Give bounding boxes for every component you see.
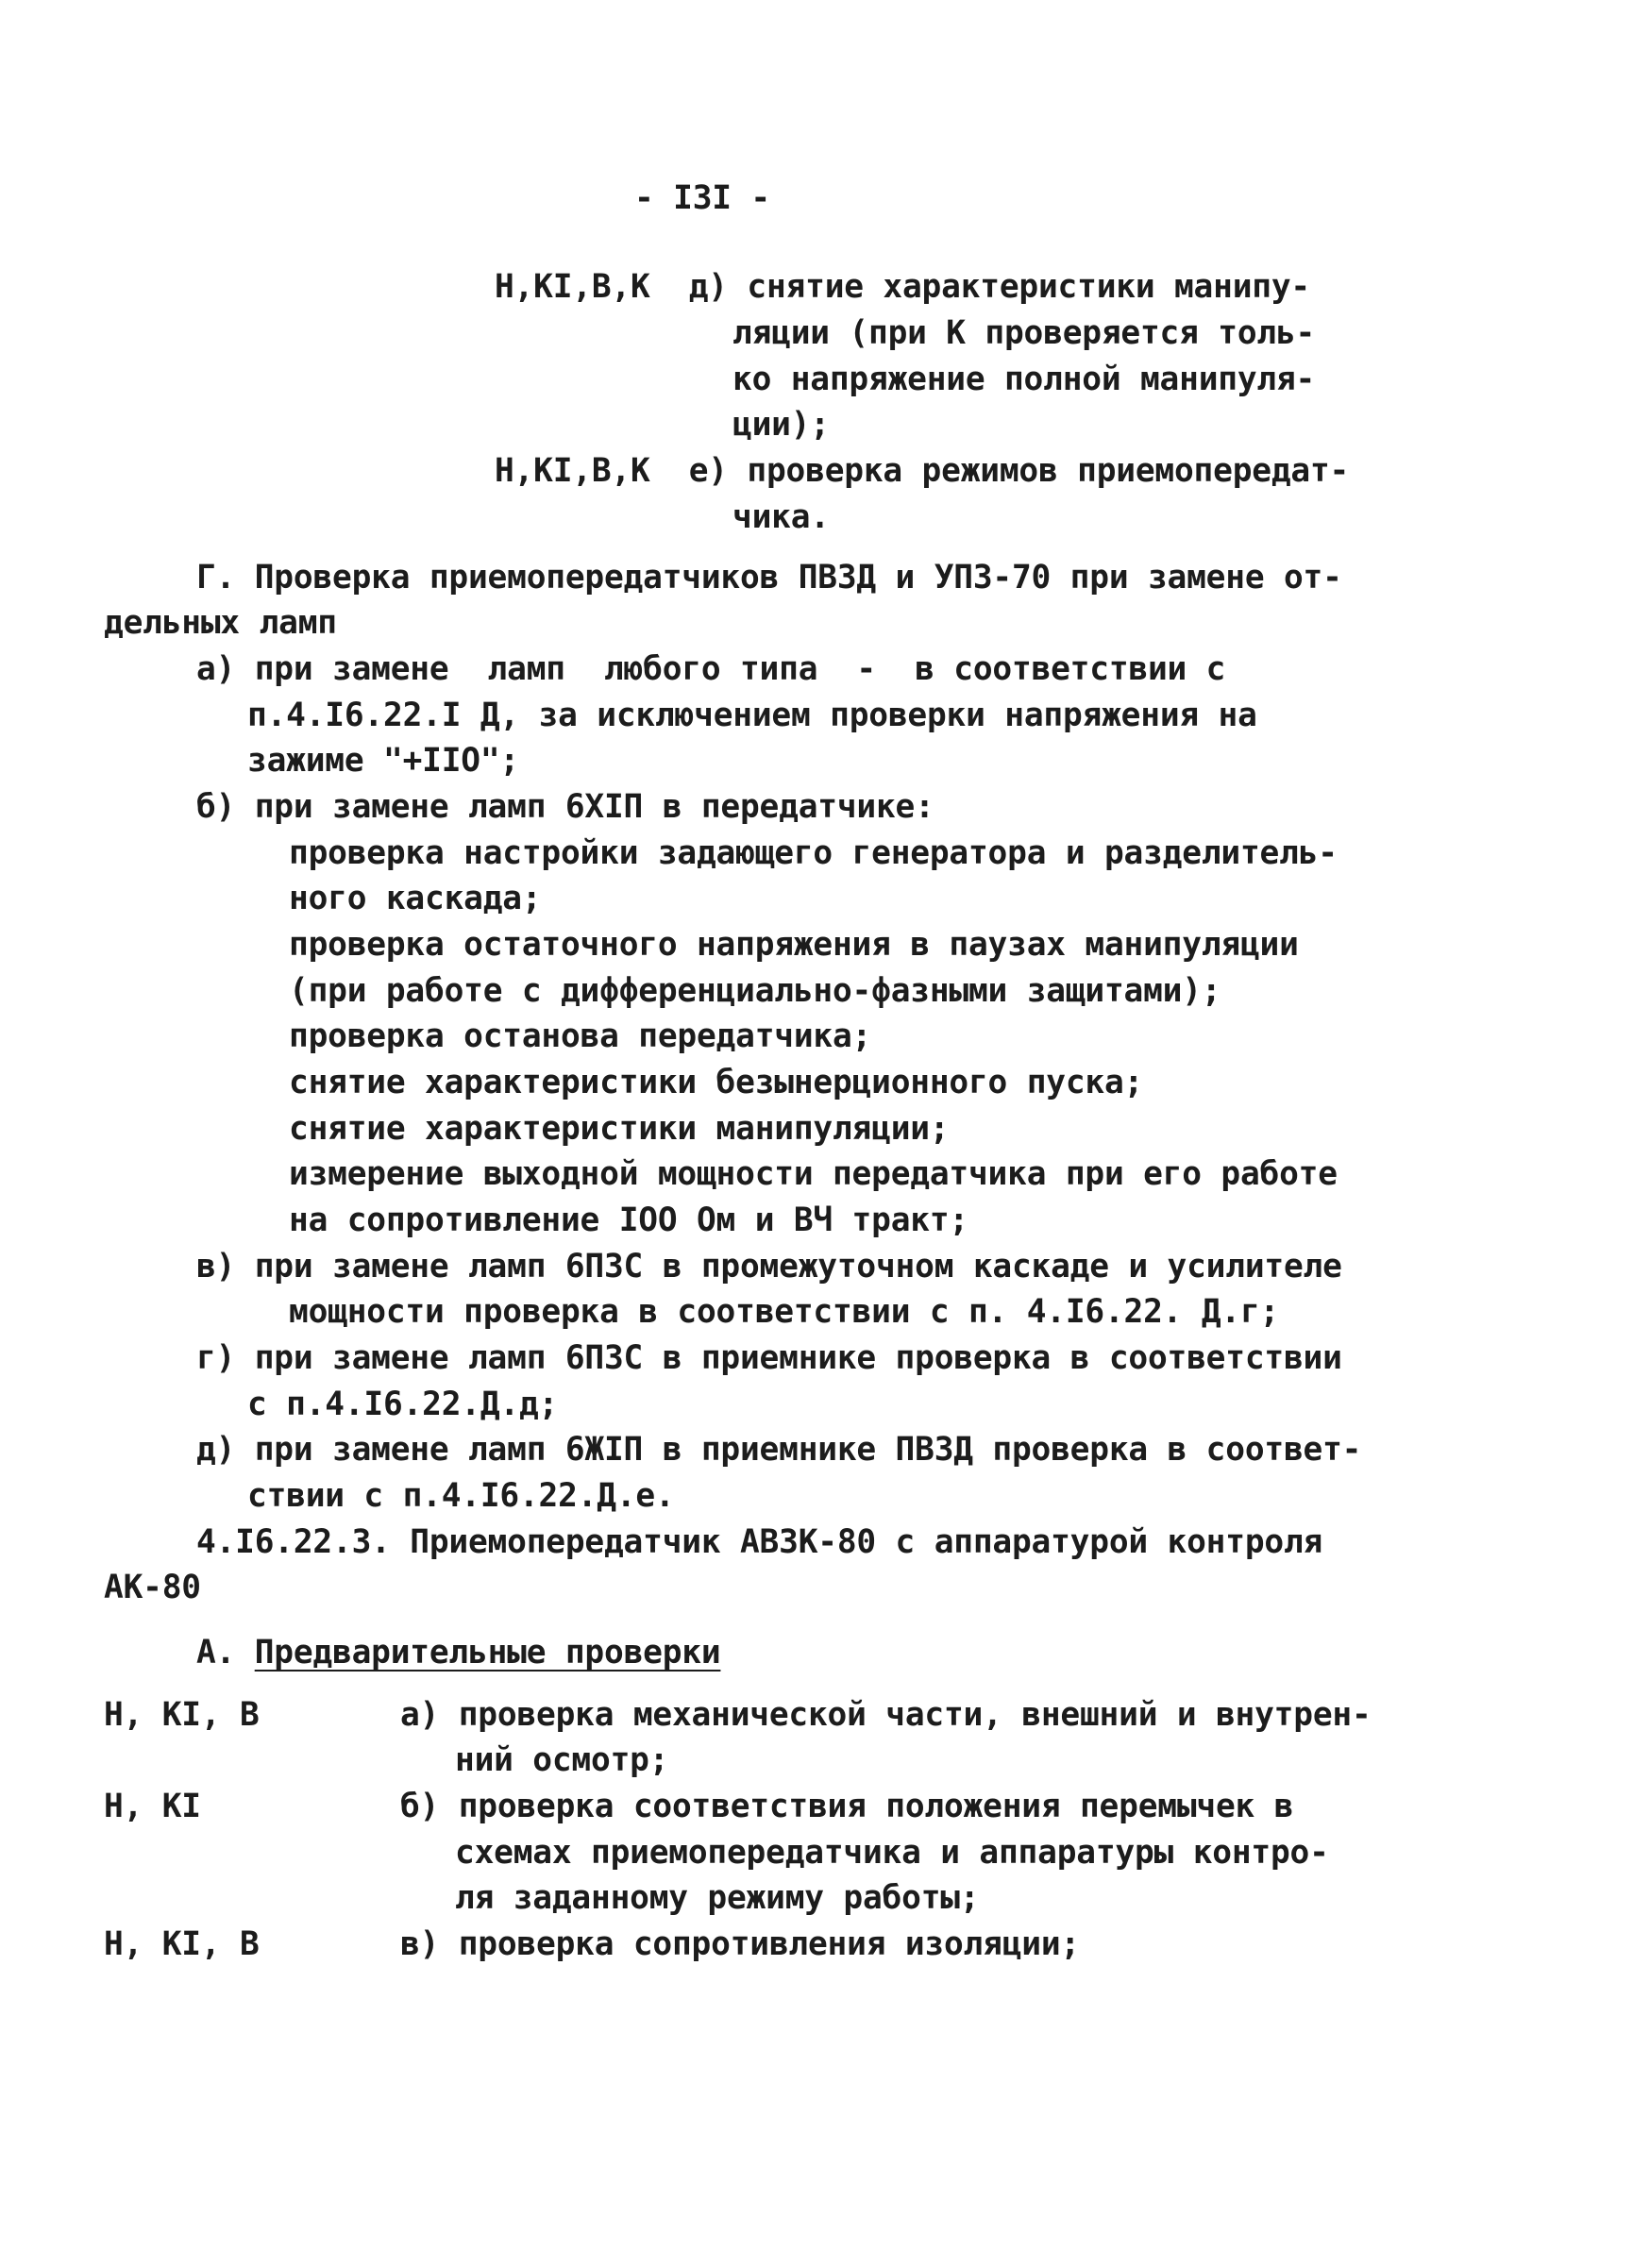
section-heading bbox=[196, 1634, 721, 1672]
text-line: ции); bbox=[732, 406, 830, 444]
text-line: ляции (при К проверяется толь- bbox=[732, 314, 1316, 352]
code-label: Н, КI bbox=[104, 1788, 201, 1825]
text-line: дельных ламп bbox=[104, 604, 337, 642]
text-line: Н,КI,В,К е) проверка режимов приемопередат- bbox=[495, 452, 1350, 490]
text-line: АК-80 bbox=[104, 1569, 201, 1606]
text-line: а) проверка механической части, внешний и внутрен- bbox=[400, 1696, 1372, 1734]
text-line: Н,КI,В,К д) снятие характеристики манипу- bbox=[495, 268, 1310, 306]
section-letter: А. bbox=[196, 1634, 255, 1672]
text-line: проверка останова передатчика; bbox=[289, 1017, 872, 1055]
text-line: ний осмотр; bbox=[455, 1741, 669, 1779]
code-label: Н, КI, В bbox=[104, 1696, 260, 1734]
text-line: на сопротивление IOO Ом и ВЧ тракт; bbox=[289, 1201, 968, 1239]
text-line: снятие характеристики манипуляции; bbox=[289, 1110, 950, 1148]
text-line: б) при замене ламп 6ХIП в передатчике: bbox=[196, 788, 934, 826]
text-line: п.4.I6.22.I Д, за исключением проверки напряжения на bbox=[247, 697, 1257, 734]
text-line: ко напряжение полной манипуля- bbox=[732, 361, 1316, 398]
code-label: Н, КI, В bbox=[104, 1925, 260, 1963]
text-line: чика. bbox=[732, 498, 830, 536]
text-line: 4.I6.22.3. Приемопередатчик АВЗК-80 с аппаратурой контроля bbox=[196, 1523, 1323, 1561]
text-line: г) при замене ламп 6П3С в приемнике проверка в соответствии bbox=[196, 1339, 1342, 1377]
text-line: с п.4.I6.22.Д.д; bbox=[247, 1386, 559, 1423]
text-line: мощности проверка в соответствии с п. 4.I6.22. Д.г; bbox=[289, 1293, 1280, 1331]
text-line: измерение выходной мощности передатчика при его работе bbox=[289, 1155, 1338, 1193]
text-line: зажиме "+IIO"; bbox=[247, 742, 519, 780]
text-line: проверка остаточного напряжения в паузах манипуляции bbox=[289, 926, 1299, 964]
text-line: в) проверка сопротивления изоляции; bbox=[400, 1925, 1080, 1963]
text-line: проверка настройки задающего генератора и разделитель- bbox=[289, 834, 1338, 872]
text-line: в) при замене ламп 6П3С в промежуточном каскаде и усилителе bbox=[196, 1248, 1342, 1285]
text-line: б) проверка соответствия положения перемычек в bbox=[400, 1788, 1294, 1825]
text-line: (при работе с дифференциально-фазными защитами); bbox=[289, 972, 1221, 1010]
text-line: ного каскада; bbox=[289, 880, 542, 917]
text-line: ствии с п.4.I6.22.Д.е. bbox=[247, 1477, 675, 1515]
section-title: Предварительные проверки bbox=[254, 1634, 721, 1672]
text-line: Г. Проверка приемопередатчиков ПВЗД и УПЗ-70 при замене от- bbox=[196, 559, 1342, 596]
text-line: ля заданному режиму работы; bbox=[455, 1879, 980, 1917]
page-number: - I3I - bbox=[634, 179, 770, 217]
text-line: схемах приемопередатчика и аппаратуры контро- bbox=[455, 1834, 1329, 1872]
text-line: снятие характеристики безынерционного пуска; bbox=[289, 1064, 1144, 1101]
text-line: д) при замене ламп 6ЖIП в приемнике ПВЗД проверка в соответ- bbox=[196, 1431, 1362, 1469]
text-line: а) при замене ламп любого типа - в соответствии с bbox=[196, 650, 1226, 688]
